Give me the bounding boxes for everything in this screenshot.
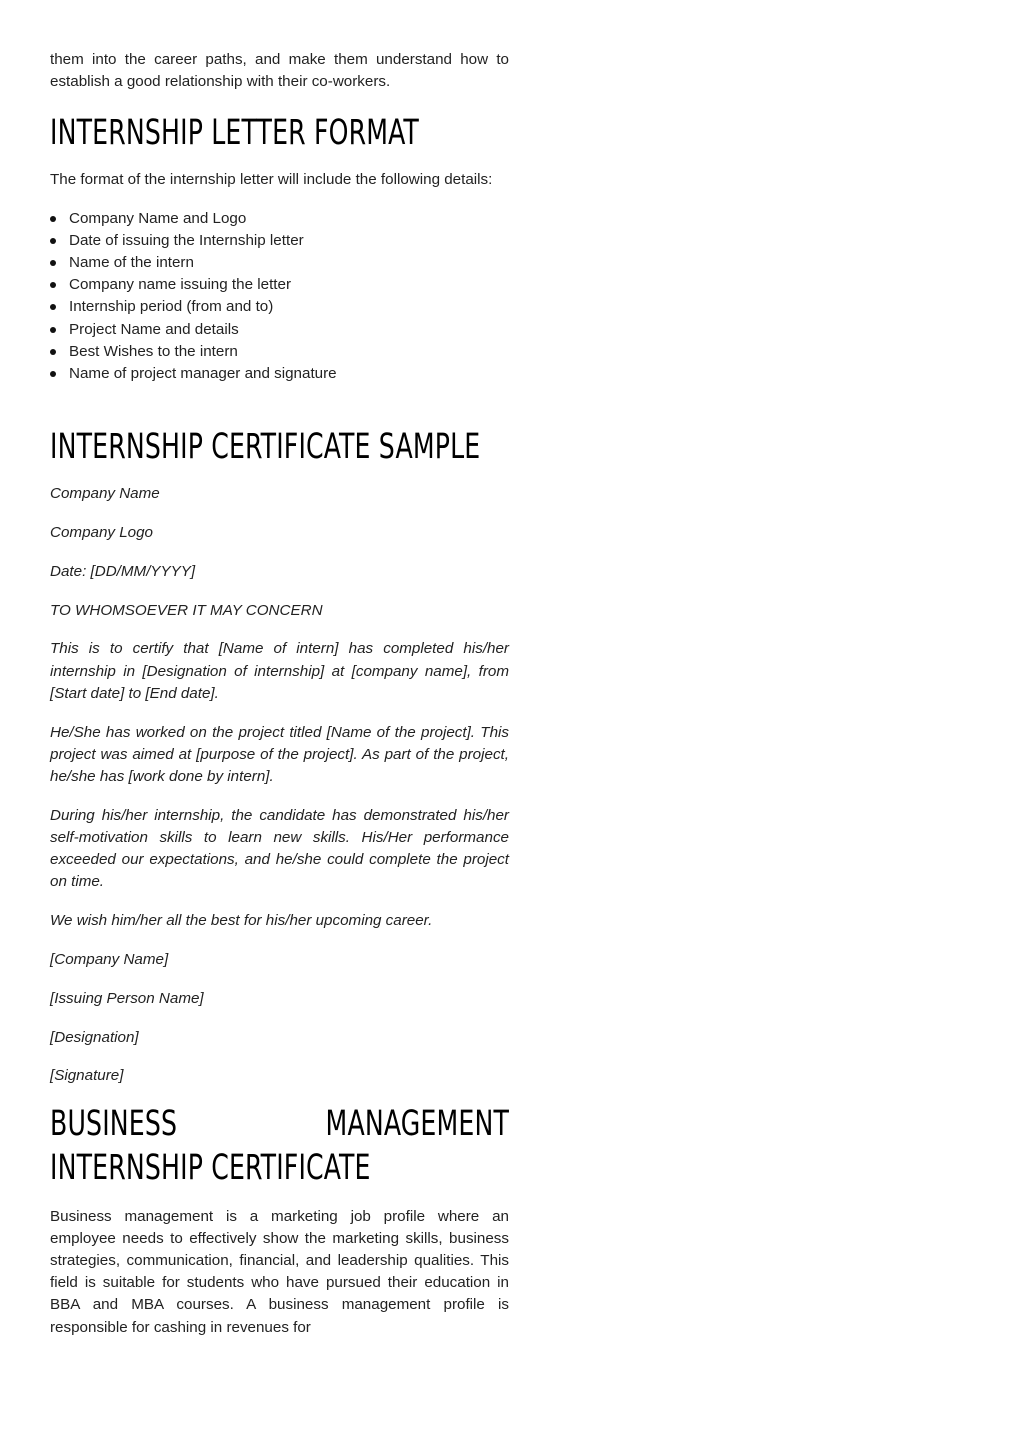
sample-signoff-person: [Issuing Person Name] — [50, 989, 204, 1007]
section-heading-business-management — [50, 1102, 509, 1190]
list-item: Internship period (from and to) — [50, 296, 509, 318]
intro-continuation: them into the career paths, and make them understand how to establish a good relationship with their co-workers. — [50, 51, 509, 91]
document-column — [50, 49, 509, 1339]
sample-signoff-signature: [Signature] — [50, 1067, 124, 1085]
sample-wishes: We wish him/her all the best for his/her upcoming career. — [50, 912, 433, 930]
letter-format-list — [50, 208, 509, 386]
bullet-icon — [50, 371, 56, 377]
sample-paragraph-certify: This is to certify that [Name of intern] has completed his/her internship in [Designation of internship] at [company name], from [Start date] to [End date]. — [50, 640, 509, 702]
list-item: Best Wishes to the intern — [50, 341, 509, 363]
list-item: Name of the intern — [50, 252, 509, 274]
list-item: Project Name and details — [50, 319, 509, 341]
section-heading-letter-format: INTERNSHIP LETTER FORMAT — [50, 113, 419, 154]
bullet-icon — [50, 238, 56, 244]
sample-signoff-designation: [Designation] — [50, 1028, 139, 1046]
sample-date: Date: [DD/MM/YYYY] — [50, 562, 196, 580]
sample-signoff-company: [Company Name] — [50, 951, 169, 969]
heading-line: BUSINESS MANAGEMENT — [50, 1103, 509, 1144]
sample-company-logo: Company Logo — [50, 524, 154, 542]
sample-paragraph-performance: During his/her internship, the candidate has demonstrated his/her self-motivation skills to learn new skills. His/Her performance exceeded our expectations, and he/she could complete the project on time. — [50, 806, 509, 891]
heading-line: INTERNSHIP CERTIFICATE — [50, 1147, 371, 1188]
letter-format-intro: The format of the internship letter will include the following details: — [50, 171, 493, 189]
sample-paragraph-project: He/She has worked on the project titled [Name of the project]. This project was aimed at [purpose of the project]. As part of the project, he/she has [work done by intern]. — [50, 723, 509, 786]
bullet-icon — [50, 216, 56, 222]
certificate-sample — [50, 483, 509, 1087]
list-item: Name of project manager and signature — [50, 363, 509, 385]
business-management-body: Business management is a marketing job profile where an employee needs to effectively show the marketing skills, business strategies, communication, financial, and leadership qualities. This field is suitable for students who have pursued their education in BBA and MBA courses. A business management profile is responsible for cashing in revenues for — [50, 1207, 509, 1336]
bullet-icon — [50, 327, 56, 333]
list-item: Company Name and Logo — [50, 208, 509, 230]
section-heading-certificate-sample: INTERNSHIP CERTIFICATE SAMPLE — [50, 427, 481, 468]
list-item: Company name issuing the letter — [50, 274, 509, 296]
bullet-icon — [50, 260, 56, 266]
bullet-icon — [50, 282, 56, 288]
sample-salutation: TO WHOMSOEVER IT MAY CONCERN — [50, 601, 323, 619]
sample-company-name: Company Name — [50, 485, 160, 503]
bullet-icon — [50, 349, 56, 355]
bullet-icon — [50, 304, 56, 310]
list-item: Date of issuing the Internship letter — [50, 230, 509, 252]
